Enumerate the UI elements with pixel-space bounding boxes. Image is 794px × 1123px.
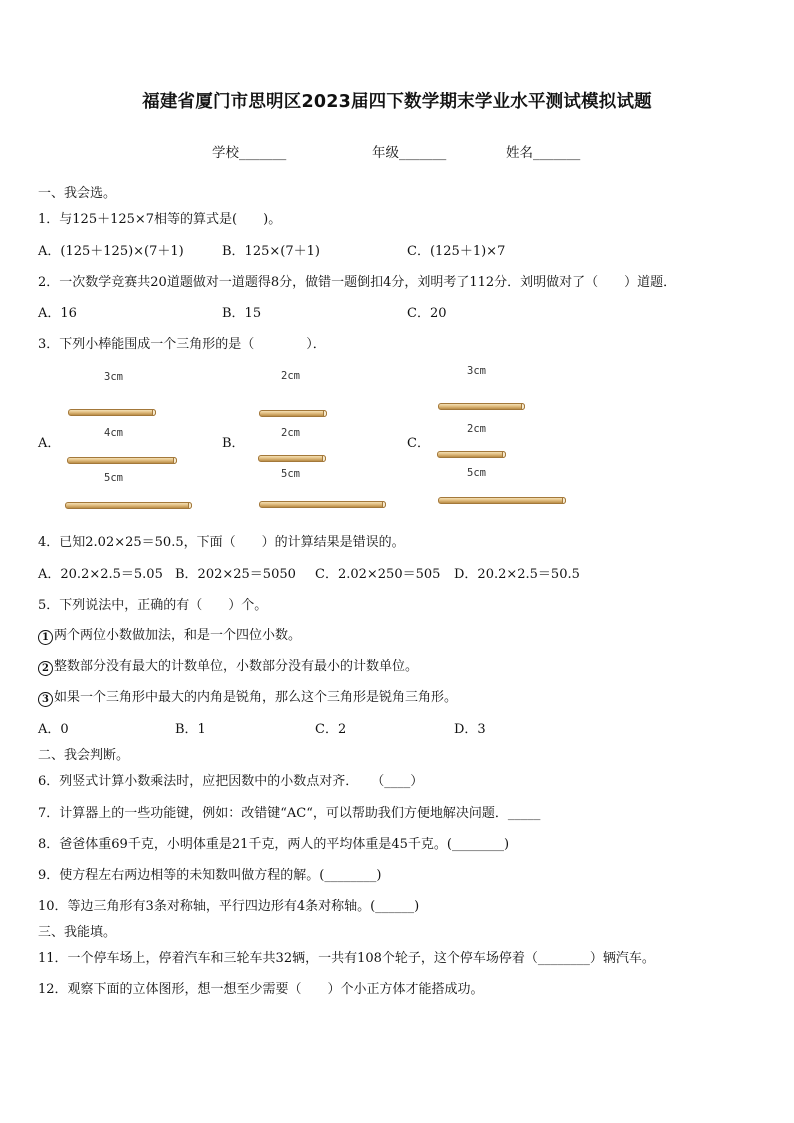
- stick-5cm: [438, 497, 566, 504]
- name-field: 姓名_______: [506, 145, 581, 161]
- stick-label: 2cm: [281, 370, 300, 382]
- section-heading-2: 二、我会判断。: [38, 748, 130, 763]
- statement-3: [38, 686, 457, 707]
- stick-3cm: [68, 409, 156, 416]
- question-5: 5．下列说法中，正确的有（ ）个。: [38, 598, 268, 613]
- statement-1: [38, 624, 301, 645]
- grade-field: 年级_______: [372, 145, 447, 161]
- stick-label: 5cm: [467, 467, 486, 479]
- stick-5cm: [65, 502, 192, 509]
- question-12: 12．观察下面的立体图形，想一想至少需要（ ）个小正方体才能搭成功。: [38, 982, 484, 997]
- q1-option-c: C．(125＋1)×7: [407, 244, 506, 259]
- stick-label: 5cm: [281, 468, 300, 480]
- question-7: 7．计算器上的一些功能键，例如：改错键“AC“，可以帮助我们方便地解决问题．_____: [38, 806, 541, 821]
- q5-option-b: B．1: [175, 722, 206, 737]
- stick-label: 2cm: [281, 427, 300, 439]
- q1-option-b: B．125×(7＋1): [222, 244, 320, 259]
- stick-2cm: [258, 455, 326, 462]
- q4-option-c: C．2.02×250＝505: [315, 567, 441, 582]
- q4-option-b: B．202×25＝5050: [175, 567, 296, 582]
- school-field: 学校_______: [212, 145, 287, 161]
- q1-option-a: A．(125＋125)×(7＋1): [38, 244, 184, 259]
- question-1: 1．与125＋125×7相等的算式是( )。: [38, 212, 282, 227]
- question-3: 3．下列小棒能围成一个三角形的是（ ）．: [38, 337, 326, 352]
- stick-label: 5cm: [104, 472, 123, 484]
- q5-option-c: C．2: [315, 722, 347, 737]
- statement-1-text: 两个两位小数做加法，和是一个四位小数。: [54, 628, 302, 643]
- stick-label: 4cm: [104, 427, 123, 439]
- statement-3-text: 如果一个三角形中最大的内角是锐角，那么这个三角形是锐角三角形。: [54, 690, 458, 705]
- q5-option-d: D．3: [454, 722, 486, 737]
- question-9: 9．使方程左右两边相等的未知数叫做方程的解。(________): [38, 868, 382, 883]
- q5-option-a: A．0: [38, 722, 69, 737]
- stick-label: 3cm: [467, 365, 486, 377]
- question-8: 8．爸爸体重69千克，小明体重是21千克，两人的平均体重是45千克。(________): [38, 837, 510, 852]
- question-4: 4．已知2.02×25＝50.5，下面（ ）的计算结果是错误的。: [38, 535, 405, 550]
- circled-number-1: 1: [38, 630, 53, 645]
- question-6: 6．列竖式计算小数乘法时，应把因数中的小数点对齐． （____）: [38, 774, 424, 789]
- question-10: 10．等边三角形有3条对称轴，平行四边形有4条对称轴。(______): [38, 899, 420, 914]
- stick-3cm: [438, 403, 525, 410]
- q3-option-a-label: A．: [38, 436, 61, 451]
- circled-number-3: 3: [38, 692, 53, 707]
- question-11: 11．一个停车场上，停着汽车和三轮车共32辆，一共有108个轮子，这个停车场停着（________）辆汽车。: [38, 951, 655, 966]
- q4-option-d: D．20.2×2.5＝50.5: [454, 567, 580, 582]
- page-title: 福建省厦门市思明区2023届四下数学期末学业水平测试模拟试题: [142, 92, 652, 112]
- statement-2-text: 整数部分没有最大的计数单位，小数部分没有最小的计数单位。: [54, 659, 419, 674]
- stick-label: 2cm: [467, 423, 486, 435]
- stick-2cm: [259, 410, 327, 417]
- statement-2: [38, 655, 418, 676]
- q2-option-a: A．16: [38, 306, 77, 321]
- stick-5cm: [259, 501, 386, 508]
- circled-number-2: 2: [38, 661, 53, 676]
- q3-option-c-label: C．: [407, 436, 430, 451]
- q3-option-b-label: B．: [222, 436, 245, 451]
- q2-option-b: B．15: [222, 306, 262, 321]
- question-2: 2．一次数学竞赛共20道题做对一道题得8分，做错一题倒扣4分，刘明考了112分．刘明做对了（ ）道题．: [38, 275, 677, 290]
- q2-option-c: C．20: [407, 306, 447, 321]
- section-heading-3: 三、我能填。: [38, 925, 117, 940]
- stick-4cm: [67, 457, 177, 464]
- section-heading-1: 一、我会选。: [38, 186, 117, 201]
- stick-2cm: [437, 451, 506, 458]
- q4-option-a: A．20.2×2.5＝5.05: [38, 567, 163, 582]
- stick-label: 3cm: [104, 371, 123, 383]
